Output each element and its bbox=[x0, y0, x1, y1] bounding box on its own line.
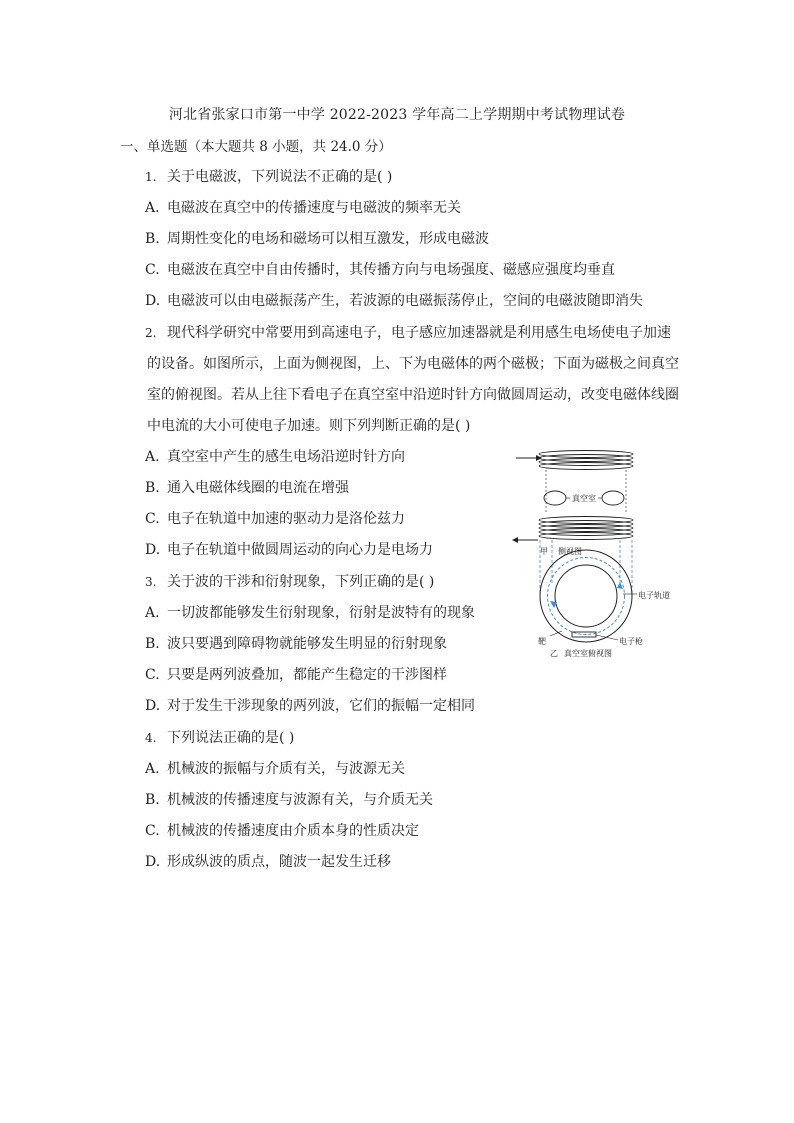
chamber-left-section bbox=[544, 491, 566, 505]
electron-gun-label: 电子枪 bbox=[619, 637, 643, 646]
question-text: 关于波的干涉和衍射现象，下列正确的是( ) bbox=[167, 574, 435, 590]
electron-accelerator-figure bbox=[510, 448, 680, 663]
q3-option-d bbox=[145, 695, 475, 715]
question-2-stem-line-4: 中电流的大小可使电子加速。则下列判断正确的是( ) bbox=[147, 418, 471, 434]
option-label: B. bbox=[145, 636, 160, 652]
orbit-direction-arrow bbox=[617, 582, 623, 589]
question-number: 1. bbox=[145, 170, 157, 184]
top-coil bbox=[539, 451, 633, 470]
top-view-label: 真空室俯视图 bbox=[564, 649, 612, 658]
electron-orbit-path bbox=[548, 558, 625, 635]
option-label: A. bbox=[145, 200, 160, 216]
question-2-stem-line-1 bbox=[145, 322, 671, 342]
option-label: B. bbox=[145, 480, 160, 496]
option-text: 一切波都能够发生衍射现象，衍射是波特有的现象 bbox=[167, 605, 475, 621]
question-text: 下列说法正确的是( ) bbox=[167, 730, 295, 746]
question-number: 3. bbox=[145, 575, 157, 589]
q1-option-c bbox=[145, 259, 615, 279]
electron-orbit-label: 电子轨道 bbox=[638, 591, 670, 600]
projection-lines bbox=[540, 540, 632, 598]
option-label: D. bbox=[145, 542, 161, 558]
section-heading: 一、单选题（本大题共 8 小题，共 24.0 分） bbox=[120, 139, 392, 155]
option-text: 电子在轨道中做圆周运动的向心力是电场力 bbox=[167, 542, 433, 558]
option-text: 只要是两列波叠加，都能产生稳定的干涉图样 bbox=[167, 667, 447, 683]
option-text: 波只要遇到障碍物就能够发生明显的衍射现象 bbox=[167, 636, 447, 652]
option-text: 电磁波在真空中的传播速度与电磁波的频率无关 bbox=[167, 200, 461, 216]
option-text: 电子在轨道中加速的驱动力是洛伦兹力 bbox=[167, 511, 405, 527]
question-number: 2. bbox=[145, 326, 157, 340]
bottom-arrow-head bbox=[512, 537, 518, 543]
label-leader bbox=[596, 635, 618, 640]
option-label: A. bbox=[145, 605, 160, 621]
pole-outline bbox=[546, 470, 626, 514]
question-number: 4. bbox=[145, 731, 157, 745]
q2-option-c bbox=[145, 508, 405, 528]
q1-option-d bbox=[145, 290, 643, 310]
question-3-stem bbox=[145, 571, 434, 591]
vacuum-chamber-label: 真空室 bbox=[572, 494, 596, 503]
q3-option-a bbox=[145, 602, 475, 622]
option-label: D. bbox=[145, 293, 161, 309]
side-view-label: 侧视图 bbox=[558, 547, 582, 556]
option-label: C. bbox=[145, 667, 160, 683]
option-label: C. bbox=[145, 262, 160, 278]
question-2-stem-line-3: 室的俯视图。若从上往下看电子在真空室中沿逆时针方向做圆周运动，改变电磁体线圈 bbox=[147, 387, 679, 403]
question-1-stem bbox=[145, 166, 392, 186]
target-label: 靶 bbox=[538, 637, 546, 646]
option-label: A. bbox=[145, 449, 160, 465]
question-text: 现代科学研究中常要用到高速电子，电子感应加速器就是利用感生电场使电子加速 bbox=[167, 325, 671, 341]
bottom-coil bbox=[539, 517, 633, 540]
q2-option-a bbox=[145, 446, 405, 466]
label-jia: 甲 bbox=[540, 547, 548, 556]
option-text: 机械波的传播速度与波源有关，与介质无关 bbox=[167, 792, 433, 808]
option-label: C. bbox=[145, 511, 160, 527]
option-text: 对于发生干涉现象的两列波，它们的振幅一定相同 bbox=[167, 698, 475, 714]
inner-ring bbox=[555, 565, 617, 627]
q2-option-d bbox=[145, 539, 433, 559]
option-text: 机械波的振幅与介质有关，与波源无关 bbox=[167, 761, 405, 777]
outer-ring bbox=[540, 550, 632, 642]
option-text: 形成纵波的质点，随波一起发生迁移 bbox=[167, 854, 391, 870]
q3-option-b bbox=[145, 633, 447, 653]
label-yi: 乙 bbox=[550, 649, 558, 658]
option-text: 电磁波可以由电磁振荡产生，若波源的电磁振荡停止，空间的电磁波随即消失 bbox=[167, 293, 643, 309]
q4-option-c bbox=[145, 820, 419, 840]
q4-option-a bbox=[145, 758, 405, 778]
q2-option-b bbox=[145, 477, 349, 497]
option-text: 周期性变化的电场和磁场可以相互激发，形成电磁波 bbox=[167, 231, 489, 247]
figure-svg bbox=[510, 448, 680, 663]
page-title: 河北省张家口市第一中学 2022-2023 学年高二上学期期中考试物理试卷 bbox=[168, 107, 626, 123]
option-label: B. bbox=[145, 231, 160, 247]
option-label: D. bbox=[145, 698, 161, 714]
option-text: 电磁波在真空中自由传播时，其传播方向与电场强度、磁感应强度均垂直 bbox=[167, 262, 615, 278]
question-2-stem-line-2: 的设备。如图所示，上面为侧视图，上、下为电磁体的两个磁极；下面为磁极之间真空 bbox=[147, 356, 679, 372]
option-text: 机械波的传播速度由介质本身的性质决定 bbox=[167, 823, 419, 839]
q4-option-d bbox=[145, 851, 391, 871]
q3-option-c bbox=[145, 664, 447, 684]
option-text: 真空室中产生的感生电场沿逆时针方向 bbox=[167, 449, 405, 465]
option-label: B. bbox=[145, 792, 160, 808]
question-text: 关于电磁波，下列说法不正确的是( ) bbox=[167, 169, 393, 185]
q1-option-b bbox=[145, 228, 489, 248]
option-label: A. bbox=[145, 761, 160, 777]
q1-option-a bbox=[145, 197, 461, 217]
option-text: 通入电磁体线圈的电流在增强 bbox=[167, 480, 349, 496]
chamber-right-section bbox=[602, 491, 624, 505]
option-label: C. bbox=[145, 823, 160, 839]
q4-option-b bbox=[145, 789, 433, 809]
option-label: D. bbox=[145, 854, 161, 870]
question-4-stem bbox=[145, 727, 294, 747]
